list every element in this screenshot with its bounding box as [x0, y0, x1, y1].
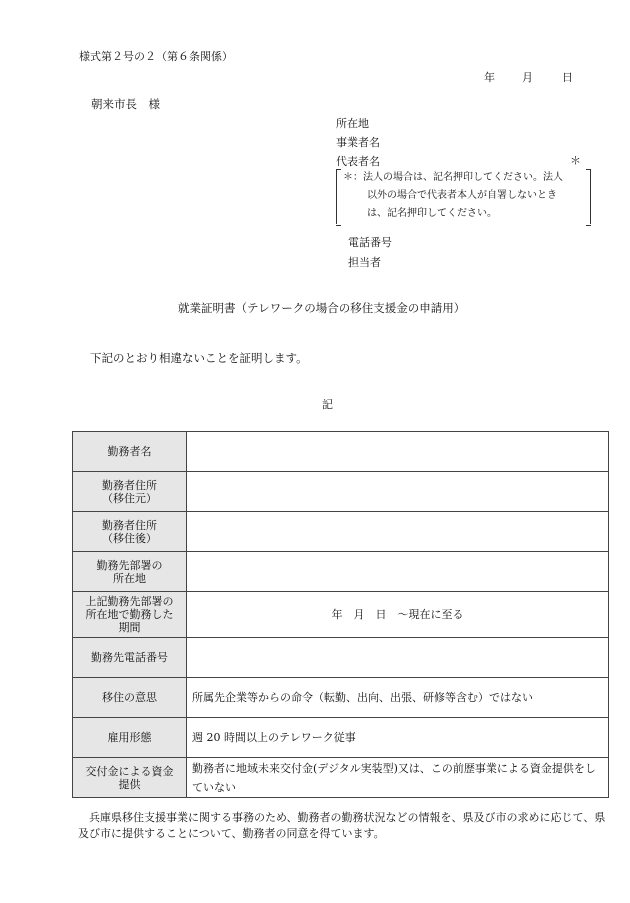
- row-value-text: 週 20 時間以上のテレワーク従事: [187, 718, 609, 758]
- row-label: 勤務者住所 （移住後）: [73, 512, 187, 552]
- date-year: 年: [484, 71, 495, 84]
- seal-note: [336, 169, 591, 224]
- table-row: [73, 552, 609, 592]
- row-label: 交付金による資金 提供: [73, 758, 187, 798]
- row-value-field[interactable]: [187, 552, 609, 592]
- date-day: 日: [562, 71, 573, 84]
- table-row: [73, 512, 609, 552]
- row-value-field[interactable]: [187, 432, 609, 472]
- table-row: [73, 472, 609, 512]
- row-label: 上記勤務先部署の 所在地で勤務した 期間: [73, 592, 187, 638]
- seal-asterisk: ＊: [570, 154, 581, 167]
- date-month: 月: [522, 71, 533, 84]
- table-row: [73, 432, 609, 472]
- row-label: 勤務先部署の 所在地: [73, 552, 187, 592]
- address-label: 所在地: [336, 117, 369, 130]
- row-label: 雇用形態: [73, 718, 187, 758]
- representative-label: 代表者名: [336, 155, 380, 168]
- table-row: [73, 678, 609, 718]
- applicant-info: [336, 114, 380, 171]
- date-line: [484, 69, 573, 85]
- seal-note-line: は、記名押印してください。: [367, 208, 497, 219]
- phone-label: 電話番号: [348, 236, 392, 249]
- document-title: 就業証明書（テレワークの場合の移住支援金の申請用）: [178, 301, 466, 315]
- form-number: 様式第２号の２（第６条関係）: [79, 50, 233, 63]
- row-value-field[interactable]: [187, 472, 609, 512]
- intro-text: 下記のとおり相違ないことを証明します。: [90, 351, 308, 365]
- row-label: 勤務者住所 （移住元）: [73, 472, 187, 512]
- table-row: [73, 758, 609, 798]
- addressee: 朝来市長 様: [91, 97, 160, 111]
- table-row: [73, 592, 609, 638]
- seal-note-line: 以外の場合で代表者本人が自署しないとき: [367, 190, 557, 201]
- table-row: [73, 638, 609, 678]
- contact-info: [348, 233, 392, 273]
- row-value-field[interactable]: [187, 638, 609, 678]
- company-label: 事業者名: [336, 136, 380, 149]
- ki-heading: 記: [322, 398, 333, 411]
- row-label: 勤務先電話番号: [73, 638, 187, 678]
- consent-footer: 兵庫県移住支援事業に関する事務のため、勤務者の勤務状況などの情報を、県及び市の求めに応じて、県及び市に提供することについて、勤務者の同意を得ています。: [78, 811, 606, 840]
- row-label: 移住の意思: [73, 678, 187, 718]
- seal-note-line: ＊：法人の場合は、記名押印してください。法人: [343, 172, 563, 183]
- certificate-table: [72, 431, 609, 798]
- period-value: 年 月 日 ～現在に至る: [187, 592, 609, 638]
- row-value-text: 勤務者に地域未来交付金(デジタル実装型)又は、この前歴事業による資金提供をしていない: [187, 758, 609, 798]
- row-label: 勤務者名: [73, 432, 187, 472]
- table-row: [73, 718, 609, 758]
- row-value-text: 所属先企業等からの命令（転勤、出向、出張、研修等含む）ではない: [187, 678, 609, 718]
- row-value-field[interactable]: [187, 512, 609, 552]
- contact-person-label: 担当者: [348, 256, 381, 269]
